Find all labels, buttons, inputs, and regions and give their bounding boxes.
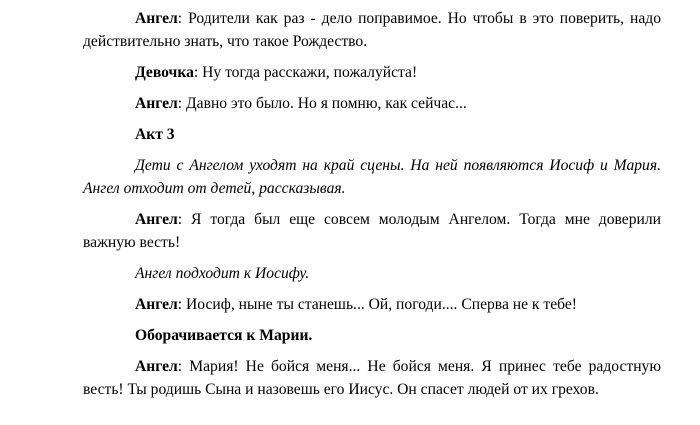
stage-heading (83, 324, 661, 347)
stage-direction: Дети с Ангелом уходят на край сцены. На ней появляются Иосиф и Мария. Ангел отходит от детей, рассказывая. (83, 157, 661, 197)
dialogue-text: : Мария! Не бойся меня... Не бойся меня. Я принес тебе радостную весть! Ты родишь Сына и назовешь его Иисус. Он спасет людей от их грехов. (83, 358, 661, 398)
dialogue-text: : Ну тогда расскажи, пожалуйста! (193, 64, 418, 81)
dialogue-line (83, 61, 661, 84)
dialogue-line (83, 208, 661, 254)
speaker-name: Ангел (135, 211, 178, 228)
dialogue-line (83, 355, 661, 401)
speaker-name: Девочка (135, 64, 194, 81)
dialogue-line (83, 92, 661, 115)
dialogue-line (83, 293, 661, 316)
speaker-name: Ангел (135, 358, 178, 375)
dialogue-line (83, 7, 661, 53)
act-heading (83, 123, 661, 146)
dialogue-text: : Я тогда был еще совсем молодым Ангелом. Тогда мне доверили важную весть! (83, 211, 661, 251)
speaker-name: Ангел (135, 10, 178, 27)
speaker-name: Ангел (135, 95, 178, 112)
speaker-name: Ангел (135, 296, 178, 313)
dialogue-text: : Давно это было. Но я помню, как сейчас... (177, 95, 467, 112)
act-heading-text: Акт 3 (135, 126, 175, 143)
dialogue-text: : Иосиф, ныне ты станешь... Ой, погоди.... Сперва не к тебе! (177, 296, 577, 313)
stage-heading-text: Оборачивается к Марии. (135, 327, 313, 344)
document-page (83, 7, 661, 409)
stage-direction: Ангел подходит к Иосифу. (135, 265, 310, 282)
dialogue-text: : Родители как раз - дело поправимое. Но чтобы в это поверить, надо действительно знать, что такое Рождество. (83, 10, 661, 50)
